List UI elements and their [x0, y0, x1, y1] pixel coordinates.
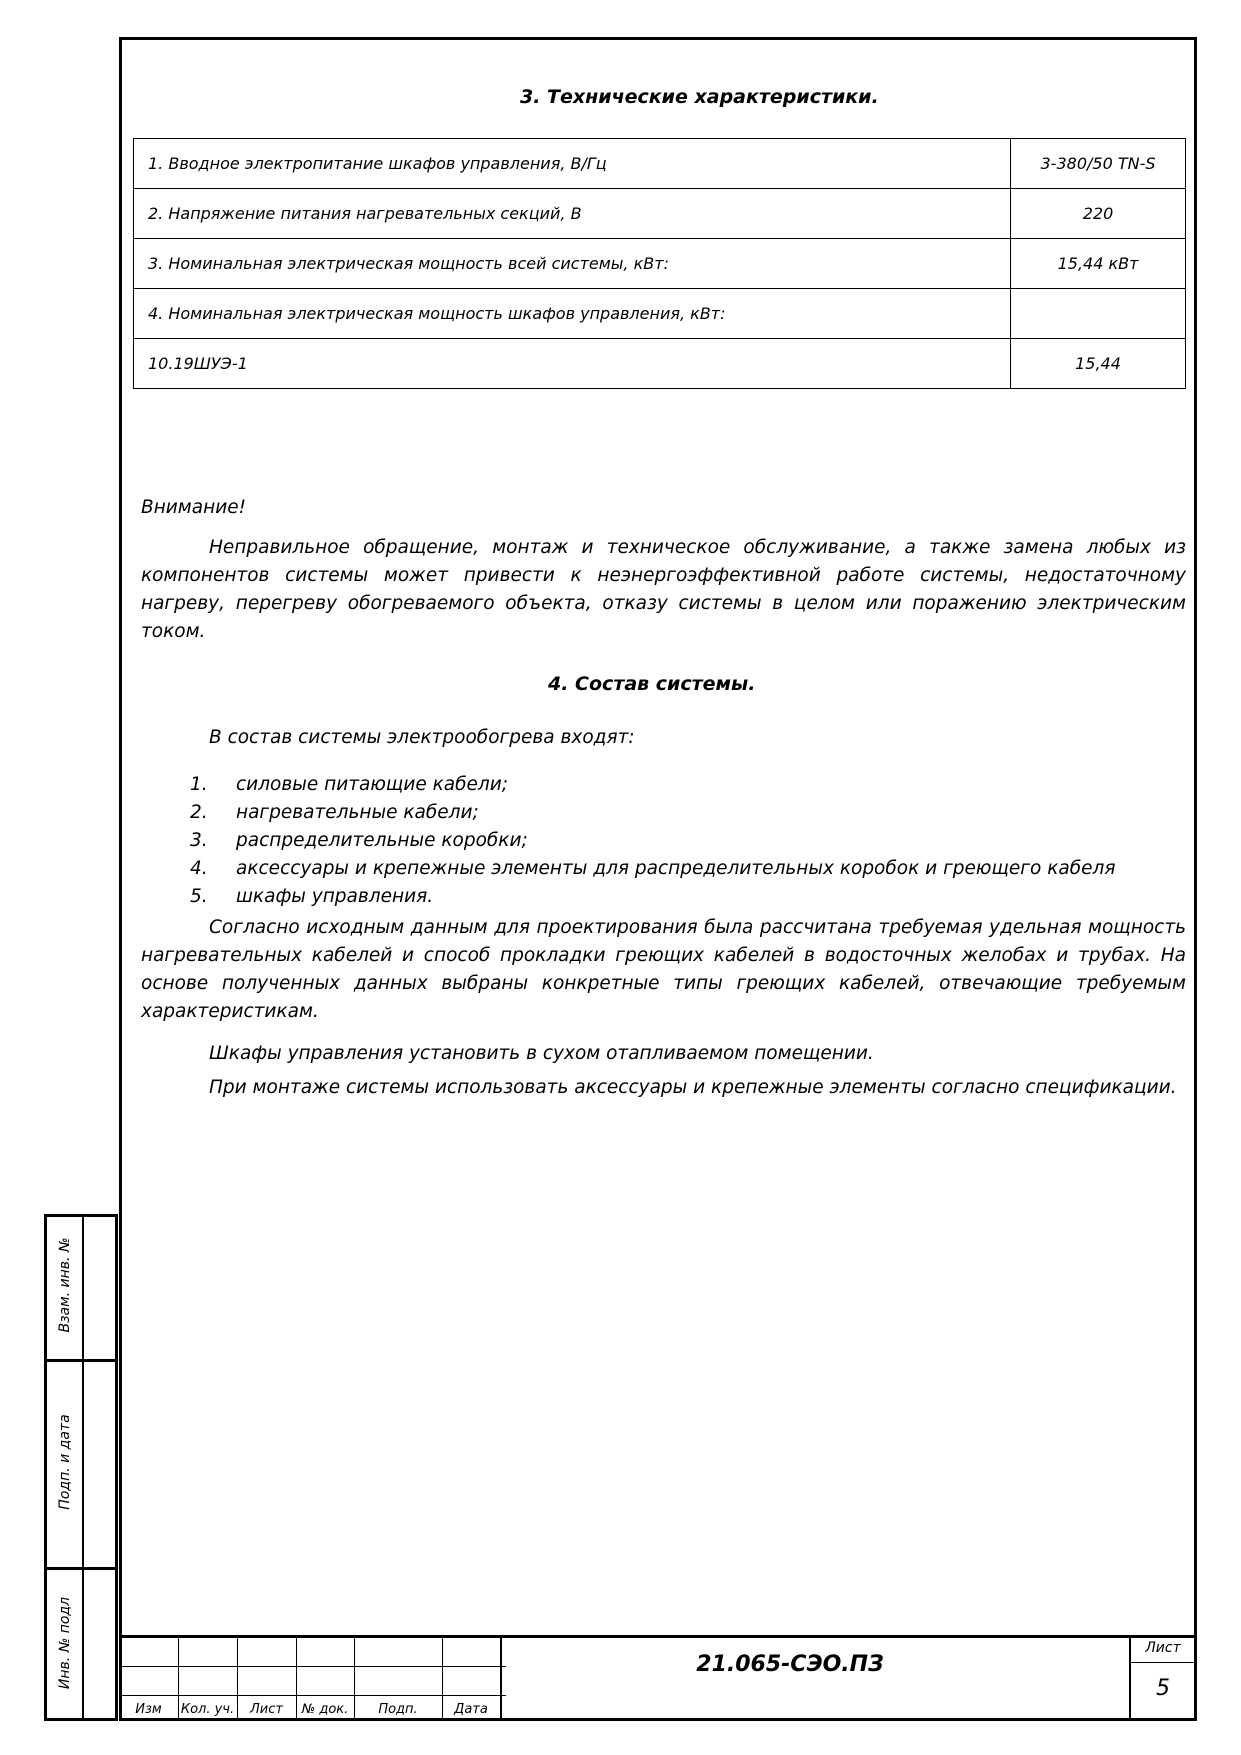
row-value: 15,44 кВт [1011, 239, 1186, 289]
item-number: 5. [190, 886, 208, 907]
row-value: 3-380/50 TN-S [1011, 139, 1186, 189]
inv-label: Инв. № подл [57, 1596, 73, 1690]
item-text: шкафы управления. [236, 886, 434, 907]
list-item [190, 855, 1115, 883]
row-value [1011, 289, 1186, 339]
section3-heading: 3. Технические характеристики. [520, 86, 879, 108]
row-label: 4. Номинальная электрическая мощность шкафов управления, кВт: [134, 289, 1011, 339]
row-value: 220 [1011, 189, 1186, 239]
list-item [190, 827, 1115, 855]
sheet-label: Лист [1145, 1640, 1181, 1656]
item-number: 3. [190, 830, 208, 851]
item-text: силовые питающие кабели; [236, 774, 509, 795]
list-item [190, 799, 1115, 827]
list-item [190, 883, 1115, 911]
item-text: аксессуары и крепежные элементы для распределительных коробок и греющего кабеля [236, 858, 1116, 879]
item-number: 2. [190, 802, 208, 823]
item-text: распределительные коробки; [236, 830, 528, 851]
warning-title: Внимание! [141, 497, 247, 518]
side-stamp-inv [44, 1567, 118, 1721]
section4-paragraph-2: Шкафы управления установить в сухом отапливаемом помещении. [209, 1043, 874, 1064]
title-block [119, 1635, 1197, 1721]
table-row [134, 139, 1186, 189]
sheet-number: 5 [1156, 1676, 1170, 1701]
item-number: 1. [190, 774, 208, 795]
warning-text: Неправильное обращение, монтаж и техническое обслуживание, а также замена любых из компонентов системы может привести к неэнергоэффективной работе системы, недостаточному нагреву, перегреву обогреваемого объекта, отказу системы в целом или поражению электрическим током. [141, 537, 1186, 642]
ndok-caption: № док. [301, 1702, 349, 1717]
item-text: нагревательные кабели; [236, 802, 479, 823]
spec-table [133, 138, 1186, 389]
kol-caption: Кол. уч. [180, 1702, 235, 1717]
table-row [134, 239, 1186, 289]
row-value: 15,44 [1011, 339, 1186, 389]
vzam-label: Взам. инв. № [57, 1237, 73, 1333]
row-label: 3. Номинальная электрическая мощность всей системы, кВт: [134, 239, 1011, 289]
side-stamp-podp [44, 1359, 118, 1570]
section4-paragraph-1: Согласно исходным данным для проектирования была рассчитана требуемая удельная мощность нагревательных кабелей и способ прокладки греющих кабелей в водосточных желобах и трубах. На основе полученных данных выбраны конкретные типы греющих кабелей, отвечающие требуемым характеристикам. [141, 917, 1186, 1022]
document-number: 21.065-СЭО.ПЗ [696, 1652, 884, 1677]
podp-label: Подп. и дата [57, 1414, 73, 1510]
row-label: 2. Напряжение питания нагревательных секций, В [134, 189, 1011, 239]
izm-caption: Изм [135, 1702, 162, 1717]
podp-caption: Подп. [378, 1702, 418, 1717]
table-row [134, 289, 1186, 339]
list-caption: Лист [250, 1702, 283, 1717]
section4-intro: В состав системы электрообогрева входят: [209, 727, 635, 748]
data-caption: Дата [454, 1702, 488, 1717]
composition-list [190, 771, 1115, 911]
table-row [134, 339, 1186, 389]
row-label: 10.19ШУЭ-1 [134, 339, 1011, 389]
section4-paragraph-3: При монтаже системы использовать аксессуары и крепежные элементы согласно спецификации. [209, 1077, 1177, 1098]
row-label: 1. Вводное электропитание шкафов управления, В/Гц [134, 139, 1011, 189]
list-item [190, 771, 1115, 799]
table-row [134, 189, 1186, 239]
section4-heading: 4. Состав системы. [548, 673, 756, 695]
item-number: 4. [190, 858, 208, 879]
side-stamp-vzam [44, 1214, 118, 1362]
